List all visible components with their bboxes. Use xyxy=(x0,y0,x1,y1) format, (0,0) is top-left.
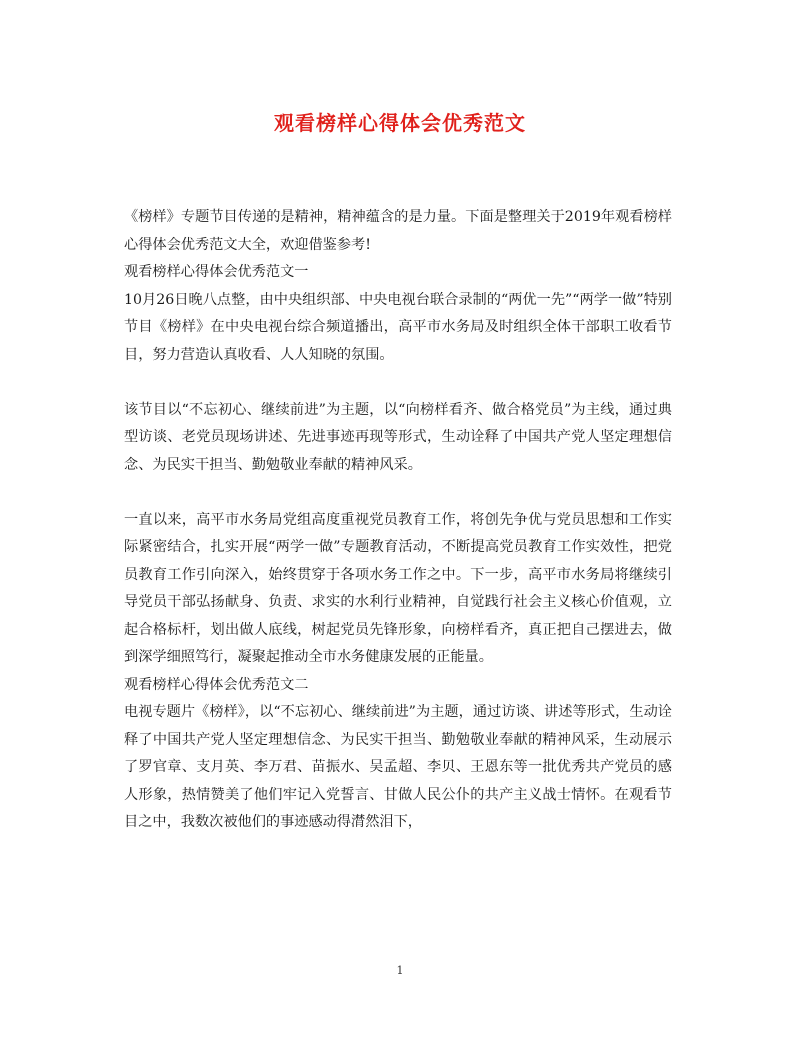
body-paragraph: 一直以来，高平市水务局党组高度重视党员教育工作，将创先争优与党员思想和工作实际紧密结合，扎实开展“两学一做”专题教育活动，不断提高党员教育工作实效性，把党员教育工作引向深入，始终贯穿于各项水务工作之中。下一步，高平市水务局将继续引导党员干部弘扬献身、负责、求实的水利行业精神，自觉践行社会主义核心价值观，立起合格标杆，划出做人底线，树起党员先锋形象，向榜样看齐，真正把自己摆进去，做到深学细照笃行，凝聚起推动全市水务健康发展的正能量。 xyxy=(124,511,672,665)
intro-paragraph: 《榜样》专题节目传递的是精神，精神蕴含的是力量。下面是整理关于2019年观看榜样心得体会优秀范文大全，欢迎借鉴参考! xyxy=(124,209,672,253)
body-paragraph: 10月26日晚八点整，由中央组织部、中央电视台联合录制的“两优一先”“两学一做”特别节目《榜样》在中央电视台综合频道播出，高平市水务局及时组织全体干部职工收看节目，努力营造认真收看、人人知晓的氛围。 xyxy=(124,291,672,363)
body-paragraph: 该节目以“不忘初心、继续前进”为主题，以“向榜样看齐、做合格党员”为主线，通过典型访谈、老党员现场讲述、先进事迹再现等形式，生动诠释了中国共产党人坚定理想信念、为民实干担当、勤勉敬业奉献的精神风采。 xyxy=(124,401,672,473)
section-heading-one: 观看榜样心得体会优秀范文一 xyxy=(124,264,309,280)
document-body xyxy=(124,204,672,837)
page-number: 1 xyxy=(396,964,404,977)
section-heading-two: 观看榜样心得体会优秀范文二 xyxy=(124,676,309,693)
body-paragraph: 电视专题片《榜样》，以“不忘初心、继续前进”为主题，通过访谈、讲述等形式，生动诠释了中国共产党人坚定理想信念、为民实干担当、勤勉敬业奉献的精神风采，生动展示了罗官章、支月英、李万君、苗振水、吴孟超、李贝、王恩东等一批优秀共产党员的感人形象，热情赞美了他们牢记入党誓言、甘做人民公仆的共产主义战士情怀。在观看节目之中，我数次被他们的事迹感动得潸然泪下， xyxy=(124,704,672,830)
document-title: 观看榜样心得体会优秀范文 xyxy=(274,111,526,135)
